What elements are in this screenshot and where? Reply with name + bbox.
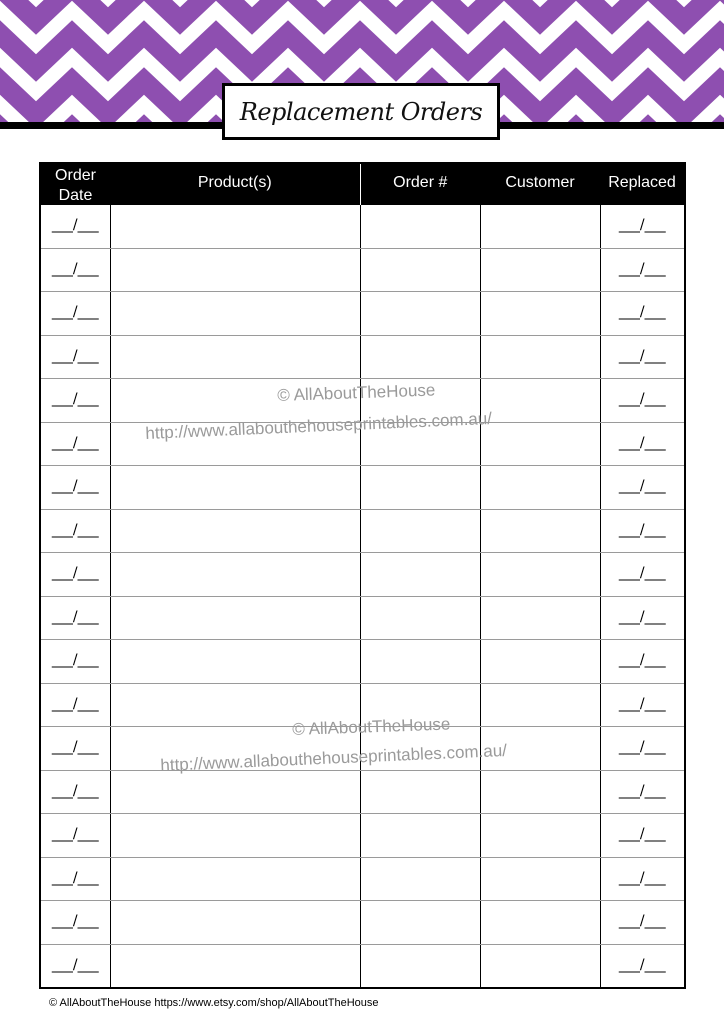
date-blank: ___/___ xyxy=(618,391,666,408)
table-row xyxy=(40,727,685,771)
order-date-cell[interactable] xyxy=(40,640,110,684)
date-blank: ___/___ xyxy=(51,782,99,799)
date-blank: ___/___ xyxy=(618,739,666,756)
replaced-cell[interactable] xyxy=(600,596,685,640)
date-blank: ___/___ xyxy=(51,304,99,321)
replaced-cell[interactable] xyxy=(600,640,685,684)
date-blank: ___/___ xyxy=(618,304,666,321)
order-number-cell[interactable] xyxy=(360,727,480,771)
order-number-cell[interactable] xyxy=(360,944,480,988)
replaced-cell[interactable] xyxy=(600,379,685,423)
order-date-cell[interactable] xyxy=(40,292,110,336)
watermark-url: http://www.allabouthehouseprintables.com.au/ xyxy=(160,740,508,775)
date-blank: ___/___ xyxy=(51,521,99,538)
customer-cell[interactable] xyxy=(480,509,600,553)
order-date-cell[interactable] xyxy=(40,944,110,988)
date-blank: ___/___ xyxy=(51,956,99,973)
order-number-cell[interactable] xyxy=(360,248,480,292)
order-date-cell[interactable] xyxy=(40,205,110,248)
order-date-cell[interactable] xyxy=(40,466,110,510)
table-row xyxy=(40,509,685,553)
column-header-order-number: Order # xyxy=(360,163,480,205)
table-row xyxy=(40,422,685,466)
customer-cell[interactable] xyxy=(480,596,600,640)
order-date-cell[interactable] xyxy=(40,727,110,771)
date-blank: ___/___ xyxy=(618,695,666,712)
products-cell[interactable] xyxy=(110,422,360,466)
table-row xyxy=(40,770,685,814)
orders-table xyxy=(39,162,686,989)
order-number-cell[interactable] xyxy=(360,466,480,510)
replaced-cell[interactable] xyxy=(600,857,685,901)
table-row xyxy=(40,640,685,684)
order-date-cell[interactable] xyxy=(40,901,110,945)
date-blank: ___/___ xyxy=(51,347,99,364)
date-blank: ___/___ xyxy=(618,434,666,451)
replaced-cell[interactable] xyxy=(600,509,685,553)
date-blank: ___/___ xyxy=(618,521,666,538)
order-date-cell[interactable] xyxy=(40,379,110,423)
products-cell[interactable] xyxy=(110,553,360,597)
replaced-cell[interactable] xyxy=(600,683,685,727)
order-number-cell[interactable] xyxy=(360,379,480,423)
products-cell[interactable] xyxy=(110,292,360,336)
date-blank: ___/___ xyxy=(618,826,666,843)
date-blank: ___/___ xyxy=(618,565,666,582)
products-cell[interactable] xyxy=(110,509,360,553)
date-blank: ___/___ xyxy=(51,260,99,277)
order-number-cell[interactable] xyxy=(360,770,480,814)
order-number-cell[interactable] xyxy=(360,640,480,684)
table-row xyxy=(40,901,685,945)
date-blank: ___/___ xyxy=(618,347,666,364)
date-blank: ___/___ xyxy=(51,695,99,712)
replaced-cell[interactable] xyxy=(600,422,685,466)
order-date-cell[interactable] xyxy=(40,770,110,814)
products-cell[interactable] xyxy=(110,770,360,814)
products-cell[interactable] xyxy=(110,640,360,684)
order-date-cell[interactable] xyxy=(40,814,110,858)
customer-cell[interactable] xyxy=(480,640,600,684)
products-cell[interactable] xyxy=(110,944,360,988)
customer-cell[interactable] xyxy=(480,379,600,423)
replaced-cell[interactable] xyxy=(600,770,685,814)
replaced-cell[interactable] xyxy=(600,814,685,858)
title-box xyxy=(222,83,500,140)
order-number-cell[interactable] xyxy=(360,901,480,945)
replaced-cell[interactable] xyxy=(600,901,685,945)
column-header-replaced: Replaced xyxy=(600,163,685,205)
products-cell[interactable] xyxy=(110,205,360,248)
table-row xyxy=(40,553,685,597)
products-cell[interactable] xyxy=(110,466,360,510)
customer-cell[interactable] xyxy=(480,770,600,814)
table-row xyxy=(40,248,685,292)
table-row xyxy=(40,466,685,510)
order-number-cell[interactable] xyxy=(360,205,480,248)
column-header-order-date: Order Date xyxy=(40,163,110,205)
order-number-cell[interactable] xyxy=(360,814,480,858)
date-blank: ___/___ xyxy=(618,652,666,669)
products-cell[interactable] xyxy=(110,683,360,727)
order-date-cell[interactable] xyxy=(40,509,110,553)
date-blank: ___/___ xyxy=(51,608,99,625)
date-blank: ___/___ xyxy=(618,217,666,234)
customer-cell[interactable] xyxy=(480,683,600,727)
date-blank: ___/___ xyxy=(51,391,99,408)
products-cell[interactable] xyxy=(110,248,360,292)
replaced-cell[interactable] xyxy=(600,292,685,336)
replaced-cell[interactable] xyxy=(600,205,685,248)
watermark-copyright: © AllAboutTheHouse xyxy=(277,380,436,405)
customer-cell[interactable] xyxy=(480,944,600,988)
order-number-cell[interactable] xyxy=(360,335,480,379)
date-blank: ___/___ xyxy=(618,478,666,495)
customer-cell[interactable] xyxy=(480,553,600,597)
column-header-products: Product(s) xyxy=(110,163,360,205)
table-row xyxy=(40,944,685,988)
replaced-cell[interactable] xyxy=(600,553,685,597)
order-date-cell[interactable] xyxy=(40,553,110,597)
column-header-customer: Customer xyxy=(480,163,600,205)
table-row xyxy=(40,683,685,727)
order-number-cell[interactable] xyxy=(360,422,480,466)
date-blank: ___/___ xyxy=(51,652,99,669)
products-cell[interactable] xyxy=(110,901,360,945)
date-blank: ___/___ xyxy=(51,869,99,886)
table-row xyxy=(40,857,685,901)
date-blank: ___/___ xyxy=(618,869,666,886)
products-cell[interactable] xyxy=(110,857,360,901)
replaced-cell[interactable] xyxy=(600,248,685,292)
date-blank: ___/___ xyxy=(618,913,666,930)
date-blank: ___/___ xyxy=(51,739,99,756)
table-row xyxy=(40,596,685,640)
order-date-cell[interactable] xyxy=(40,248,110,292)
watermark-copyright: © AllAboutTheHouse xyxy=(292,714,451,739)
watermark-url: http://www.allabouthehouseprintables.com.au/ xyxy=(145,408,493,443)
customer-cell[interactable] xyxy=(480,727,600,771)
products-cell[interactable] xyxy=(110,379,360,423)
products-cell[interactable] xyxy=(110,727,360,771)
table-row xyxy=(40,379,685,423)
order-date-cell[interactable] xyxy=(40,683,110,727)
replaced-cell[interactable] xyxy=(600,335,685,379)
replaced-cell[interactable] xyxy=(600,466,685,510)
table-row xyxy=(40,814,685,858)
replaced-cell[interactable] xyxy=(600,727,685,771)
date-blank: ___/___ xyxy=(618,608,666,625)
date-blank: ___/___ xyxy=(51,565,99,582)
customer-cell[interactable] xyxy=(480,466,600,510)
order-date-cell[interactable] xyxy=(40,335,110,379)
customer-cell[interactable] xyxy=(480,335,600,379)
date-blank: ___/___ xyxy=(51,478,99,495)
date-blank: ___/___ xyxy=(51,826,99,843)
order-number-cell[interactable] xyxy=(360,683,480,727)
order-date-cell[interactable] xyxy=(40,422,110,466)
customer-cell[interactable] xyxy=(480,901,600,945)
products-cell[interactable] xyxy=(110,335,360,379)
table-row xyxy=(40,292,685,336)
footer-credit: © AllAboutTheHouse https://www.etsy.com/shop/AllAboutTheHouse xyxy=(49,997,379,1009)
table-row xyxy=(40,335,685,379)
order-number-cell[interactable] xyxy=(360,292,480,336)
date-blank: ___/___ xyxy=(51,913,99,930)
date-blank: ___/___ xyxy=(618,260,666,277)
customer-cell[interactable] xyxy=(480,422,600,466)
customer-cell[interactable] xyxy=(480,814,600,858)
order-date-cell[interactable] xyxy=(40,596,110,640)
customer-cell[interactable] xyxy=(480,248,600,292)
date-blank: ___/___ xyxy=(618,956,666,973)
customer-cell[interactable] xyxy=(480,292,600,336)
order-number-cell[interactable] xyxy=(360,857,480,901)
page-title: Replacement Orders xyxy=(239,97,483,126)
order-number-cell[interactable] xyxy=(360,596,480,640)
date-blank: ___/___ xyxy=(51,217,99,234)
table-header-row xyxy=(40,163,685,205)
date-blank: ___/___ xyxy=(51,434,99,451)
order-number-cell[interactable] xyxy=(360,509,480,553)
date-blank: ___/___ xyxy=(618,782,666,799)
products-cell[interactable] xyxy=(110,814,360,858)
customer-cell[interactable] xyxy=(480,857,600,901)
customer-cell[interactable] xyxy=(480,205,600,248)
replaced-cell[interactable] xyxy=(600,944,685,988)
products-cell[interactable] xyxy=(110,596,360,640)
table-row xyxy=(40,205,685,248)
order-date-cell[interactable] xyxy=(40,857,110,901)
order-number-cell[interactable] xyxy=(360,553,480,597)
